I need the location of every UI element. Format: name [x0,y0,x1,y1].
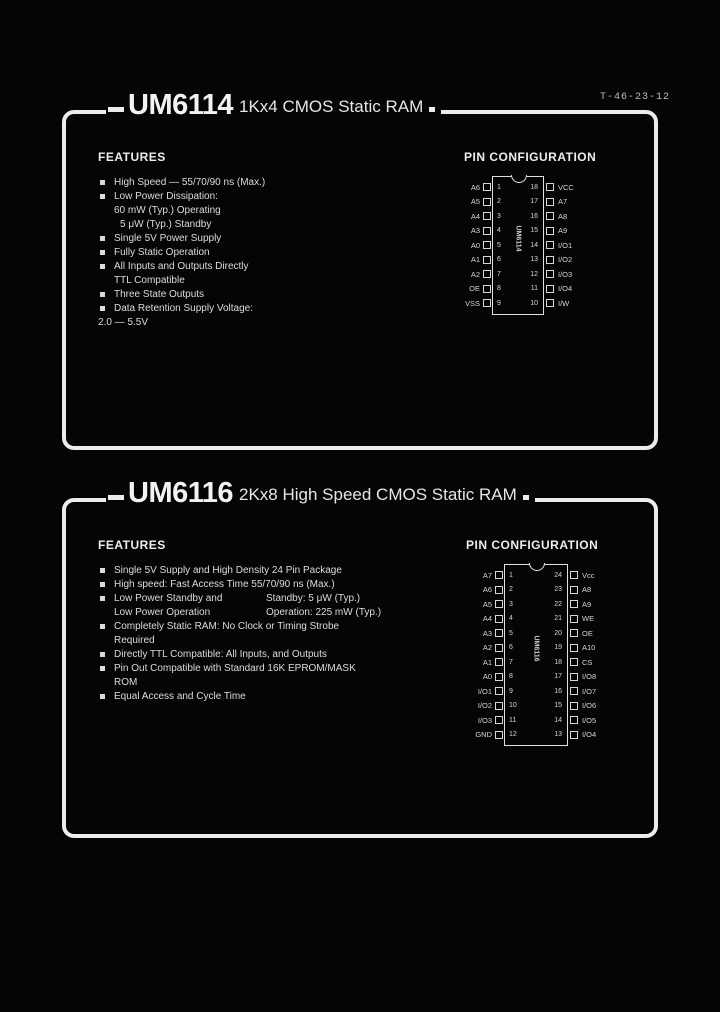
pin-name: A7 [558,197,568,206]
pin-number: 2 [497,198,501,205]
pin-right [526,195,567,209]
pin-right [550,699,596,713]
title-rule [429,107,435,112]
pin-lead [546,241,554,249]
pin-name: A3 [470,226,480,235]
pin-name: A10 [582,643,596,652]
pin-lead [546,227,554,235]
feature-item [98,676,418,690]
feature-text: Data Retention Supply Voltage: [114,303,253,314]
pin-lead [495,716,503,724]
features-list [98,176,398,330]
feature-text: 5 μW (Typ.) Standby [120,219,212,230]
pin-left [464,267,501,281]
pin-number: 3 [497,212,501,220]
pin-number: 4 [497,227,501,234]
feature-text: Low Power Standby and [114,593,223,604]
feature-text: Single 5V Supply and High Density 24 Pin Package [114,565,342,576]
pin-right [550,568,595,582]
feature-text: Three State Outputs [114,289,205,300]
pin-name: A8 [582,585,592,594]
device-description: 2Kx8 High Speed CMOS Static RAM [239,485,517,504]
feature-text: Single 5V Power Supply [114,233,222,244]
pin-lead [546,183,554,191]
pin-lead [495,658,503,666]
features-list [98,564,418,704]
pin-name: A6 [482,585,492,594]
pin-lead [483,241,491,249]
pin-number: 16 [530,212,538,220]
pin-left [474,583,513,597]
pin-lead [570,615,578,623]
pin-number: 17 [554,673,562,680]
feature-item [98,260,398,274]
pin-lead [495,673,503,681]
um6116-panel [62,477,658,838]
pin-name: I/O1 [558,240,573,250]
pin-name: A0 [470,240,480,250]
um6114-pin-configuration [464,150,644,319]
pin-name: I/O6 [582,701,597,710]
pin-lead [546,256,554,264]
pin-name: A1 [482,657,492,667]
pin-lead [546,285,554,293]
pin-number: 14 [530,241,538,249]
feature-item [98,564,418,578]
pin-lead [483,256,491,264]
pin-name: I/O8 [582,672,597,681]
feature-item [98,606,418,620]
feature-text: Directly TTL Compatible: All Inputs, and Outputs [114,649,327,660]
features-heading: FEATURES [98,150,166,164]
pin-number: 10 [530,299,538,307]
pin-name: I/O4 [558,284,573,293]
pin-config-heading: PIN CONFIGURATION [464,150,597,164]
pin-number: 11 [509,716,517,724]
pin-number: 3 [509,600,513,608]
pin-name: A7 [482,570,492,580]
pin-name: A9 [582,599,592,609]
pin-left [464,282,501,296]
pin-lead [570,731,578,739]
pin-right [550,583,591,597]
pin-name: I/O1 [477,686,492,696]
pin-right [526,253,572,267]
pin-lead [483,183,491,191]
feature-item [98,592,418,606]
pin-right [526,282,572,296]
pin-number: 6 [497,256,501,263]
pin-number: 24 [554,571,562,579]
feature-item [98,176,398,190]
pin-name: VSS [464,298,480,308]
pin-lead [570,673,578,681]
pin-right [550,670,596,684]
pin-name: A5 [482,599,492,609]
feature-item [98,620,418,634]
pin-name: I/O3 [477,715,492,725]
pin-name: Vcc [582,570,595,580]
feature-item [98,690,418,704]
pin-right [526,180,574,194]
pin-number: 20 [554,629,562,637]
pin-number: 5 [497,241,501,249]
pin-lead [495,600,503,608]
pin-lead [570,702,578,710]
feature-item [98,274,398,288]
pin-right [526,224,567,238]
feature-text: 60 mW (Typ.) Operating [114,205,221,216]
pin-number: 4 [509,615,513,622]
pin-name: OE [469,284,480,293]
pin-right [526,209,567,223]
feature-text: 2.0 — 5.5V [98,317,149,328]
pin-lead [570,644,578,652]
pin-number: 23 [554,586,562,593]
pin-lead [483,299,491,307]
um6116-title [106,477,535,509]
um6116-features [98,538,418,704]
pin-lead [570,716,578,724]
feature-text: Equal Access and Cycle Time [114,691,246,702]
pin-lead [546,270,554,278]
pin-name: I/O5 [582,715,597,725]
pin-left [474,713,516,727]
title-rule [108,495,124,500]
feature-item [98,648,418,662]
pin-lead [495,702,503,710]
pin-lead [495,731,503,739]
pin-lead [483,212,491,220]
pin-name: A9 [558,226,568,235]
pin-name: I/O2 [477,701,492,710]
pin-number: 16 [554,687,562,695]
pin-left [464,296,501,310]
pin-lead [570,658,578,666]
pin-name: A8 [558,211,568,221]
pin-lead [570,571,578,579]
feature-item [98,578,418,592]
pin-number: 7 [497,270,501,278]
pin-lead [495,615,503,623]
pin-name: I/W [558,298,570,308]
feature-item [98,190,398,204]
pin-left [474,684,513,698]
pin-number: 19 [554,644,562,651]
feature-item [98,218,398,232]
pin-number: 5 [509,629,513,637]
um6114-title [106,89,441,121]
features-heading: FEATURES [98,538,166,552]
pin-name: I/O3 [558,269,573,279]
pin-lead [483,227,491,235]
pin-lead [495,687,503,695]
pin-number: 15 [530,227,538,234]
pin-number: 22 [554,600,562,608]
pin-number: 21 [554,615,562,622]
feature-item [98,246,398,260]
pin-left [474,597,513,611]
pin-lead [570,586,578,594]
feature-item [98,302,398,316]
pin-name: I/O7 [582,686,597,696]
pin-number: 11 [530,285,538,292]
pin-left [464,238,501,252]
um6114-features [98,150,398,330]
pin-left [474,655,513,669]
feature-item [98,634,418,648]
pin-lead [483,285,491,293]
pin-number: 14 [554,716,562,724]
feature-text: Standby: 5 μW (Typ.) [266,593,361,604]
pin-right [526,296,569,310]
pin-number: 8 [497,285,501,292]
feature-text: Low Power Operation [114,607,211,618]
pin-config-heading: PIN CONFIGURATION [466,538,599,552]
pin-lead [495,586,503,594]
pin-name: A1 [470,255,480,264]
chip-label: UM6114 [514,225,522,252]
pin-left [474,568,513,582]
pin-number: 8 [509,673,513,680]
pin-lead [495,644,503,652]
part-number: UM6114 [128,89,234,121]
pin-lead [483,198,491,206]
pin-left [474,612,513,626]
chip-diagram [466,564,646,750]
pin-lead [495,629,503,637]
pin-right [550,728,596,742]
pin-lead [546,299,554,307]
pin-name: A2 [482,643,492,652]
feature-item [98,232,398,246]
feature-item [98,204,398,218]
pin-right [550,684,596,698]
feature-text: High Speed — 55/70/90 ns (Max.) [114,177,266,188]
pin-number: 18 [554,658,562,666]
pin-name: A2 [470,269,480,279]
pin-right [526,267,572,281]
pin-name: A0 [482,672,492,681]
pin-number: 7 [509,658,513,666]
chip-label: UM6116 [532,635,540,662]
pin-lead [570,600,578,608]
pin-lead [546,198,554,206]
pin-name: A4 [482,614,492,623]
chip-diagram [464,176,644,319]
pin-number: 17 [530,198,538,205]
feature-text: Completely Static RAM: No Clock or Timing Strobe [114,621,340,632]
feature-text: Required [114,635,155,646]
pin-left [464,253,501,267]
page-code-note: T-46-23-12 [600,92,671,103]
pin-name: GND [475,730,492,739]
feature-text: Low Power Dissipation: [114,191,218,202]
pin-right [550,612,594,626]
pin-name: I/O2 [558,255,573,264]
pin-number: 9 [497,299,501,307]
pin-number: 2 [509,586,513,593]
pin-number: 10 [509,702,517,709]
title-rule [108,107,124,112]
title-rule [523,495,529,500]
pin-number: 12 [530,270,538,278]
pin-lead [495,571,503,579]
pin-number: 18 [530,183,538,191]
feature-item [98,288,398,302]
pin-number: 13 [530,256,538,263]
pin-left [474,699,517,713]
pin-number: 15 [554,702,562,709]
pin-left [474,670,513,684]
pin-right [550,597,591,611]
part-number: UM6116 [128,477,234,509]
pin-name: A5 [470,197,480,206]
pin-name: WE [582,614,595,623]
pin-name: A6 [470,182,480,192]
pin-left [464,209,501,223]
feature-text: High speed: Fast Access Time 55/70/90 ns (Max.) [114,579,335,590]
feature-text: TTL Compatible [114,275,185,286]
pin-name: CS [582,657,593,667]
pin-number: 9 [509,687,513,695]
pin-name: VCC [558,182,574,192]
pin-left [464,180,501,194]
feature-text: ROM [114,677,138,688]
pin-number: 12 [509,731,517,738]
feature-text: Fully Static Operation [114,247,210,258]
pin-number: 13 [554,731,562,738]
pin-left [464,224,501,238]
pin-name: I/O4 [582,730,597,739]
pin-number: 1 [497,183,501,191]
pin-name: A4 [470,211,480,221]
pin-right [550,626,593,640]
pin-left [474,641,513,655]
pin-lead [570,687,578,695]
pin-right [550,641,595,655]
um6116-pin-configuration [466,538,646,750]
feature-text: Pin Out Compatible with Standard 16K EPROM/MASK [114,663,356,674]
pin-right [526,238,572,252]
feature-text: All Inputs and Outputs Directly [114,261,249,272]
pin-number: 6 [509,644,513,651]
pin-right [550,655,592,669]
pin-lead [483,270,491,278]
pin-number: 1 [509,571,513,579]
pin-left [474,626,513,640]
pin-left [464,195,501,209]
pin-name: A3 [482,628,492,638]
device-description: 1Kx4 CMOS Static RAM [239,97,424,116]
feature-item [98,316,398,330]
pin-right [550,713,596,727]
pin-left [474,728,517,742]
pin-lead [570,629,578,637]
pin-name: OE [582,628,593,638]
feature-text: Operation: 225 mW (Typ.) [266,607,382,618]
feature-item [98,662,418,676]
pin-lead [546,212,554,220]
